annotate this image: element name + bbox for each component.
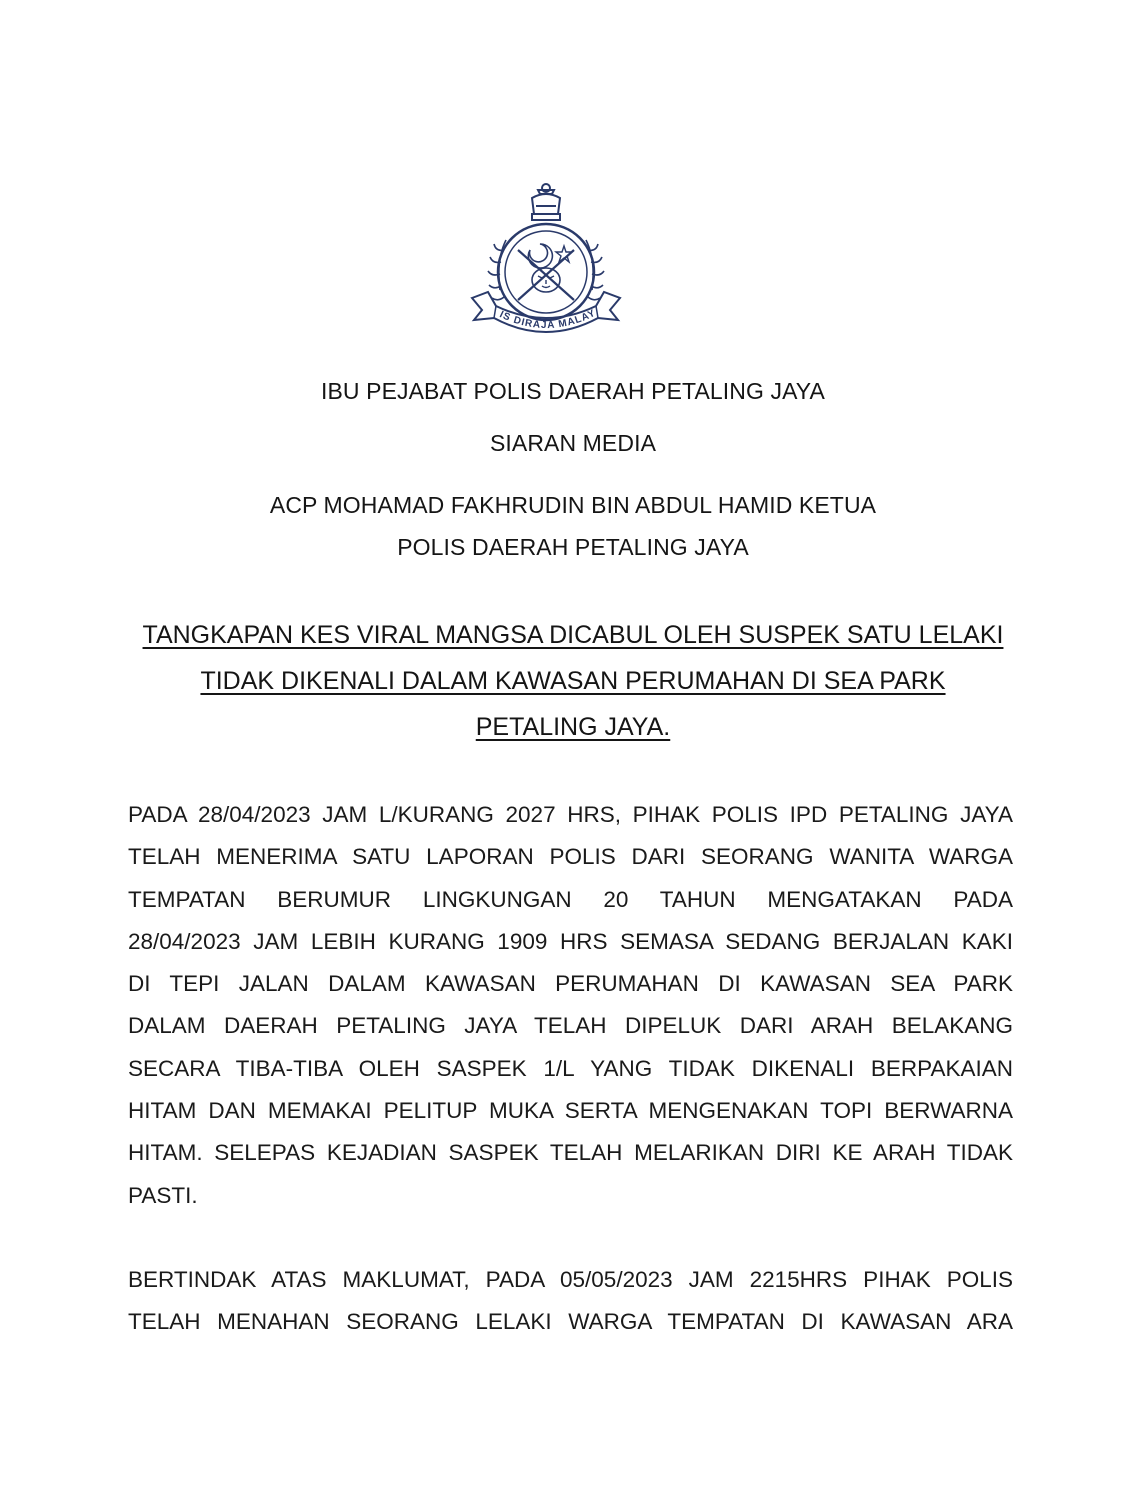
paragraph-line: TELAH MENERIMA SATU LAPORAN POLIS DARI SEORANG WANITA WARGA: [128, 844, 1013, 870]
title-text-3: PETALING JAYA.: [475, 713, 671, 741]
paragraph-line: PASTI.: [128, 1182, 198, 1208]
police-emblem: [466, 180, 626, 350]
paragraph-line: BERTINDAK ATAS MAKLUMAT, PADA 05/05/2023 JAM 2215HRS PIHAK POLIS: [128, 1267, 1013, 1292]
title-line-3: [0, 713, 1146, 742]
paragraph-line: TEMPATAN BERUMUR LINGKUNGAN 20 TAHUN MENGATAKAN PADA: [128, 886, 1013, 912]
paragraph-line: TELAH MENAHAN SEORANG LELAKI WARGA TEMPATAN DI KAWASAN ARA: [128, 1309, 1013, 1335]
document-type: SIARAN MEDIA: [489, 430, 657, 456]
title-line-1: [0, 621, 1146, 650]
author-line-1: ACP MOHAMAD FAKHRUDIN BIN ABDUL HAMID KETUA: [269, 492, 877, 518]
crown-icon: [532, 184, 560, 220]
paragraph-line: DALAM DAERAH PETALING JAYA TELAH DIPELUK DARI ARAH BELAKANG: [128, 1013, 1013, 1039]
paragraph-line: SECARA TIBA-TIBA OLEH SASPEK 1/L YANG TIDAK DIKENALI BERPAKAIAN: [128, 1055, 1013, 1081]
paragraph-line: HITAM DAN MEMAKAI PELITUP MUKA SERTA MENGENAKAN TOPI BERWARNA: [128, 1098, 1013, 1124]
title-text-2: TIDAK DIKENALI DALAM KAWASAN PERUMAHAN DI SEA PARK: [200, 667, 946, 695]
paragraph-1: [128, 794, 1013, 1217]
title-line-2: [0, 667, 1146, 696]
office-heading: IBU PEJABAT POLIS DAERAH PETALING JAYA: [321, 378, 825, 404]
paragraph-2: [128, 1259, 1013, 1344]
paragraph-line: DI TEPI JALAN DALAM KAWASAN PERUMAHAN DI KAWASAN SEA PARK: [128, 971, 1013, 997]
paragraph-line: 28/04/2023 JAM LEBIH KURANG 1909 HRS SEMASA SEDANG BERJALAN KAKI: [128, 928, 1013, 954]
paragraph-line: HITAM. SELEPAS KEJADIAN SASPEK TELAH MELARIKAN DIRI KE ARAH TIDAK: [128, 1140, 1013, 1166]
svg-text:POLIS DIRAJA MALAYSIA: IS DIRAJA MALAY: [497, 307, 598, 332]
paragraph-line: PADA 28/04/2023 JAM L/KURANG 2027 HRS, PIHAK POLIS IPD PETALING JAYA: [128, 802, 1013, 827]
title-text-1: TANGKAPAN KES VIRAL MANGSA DICABUL OLEH SUSPEK SATU LELAKI: [142, 621, 1004, 649]
author-line-2: POLIS DAERAH PETALING JAYA: [397, 534, 749, 560]
